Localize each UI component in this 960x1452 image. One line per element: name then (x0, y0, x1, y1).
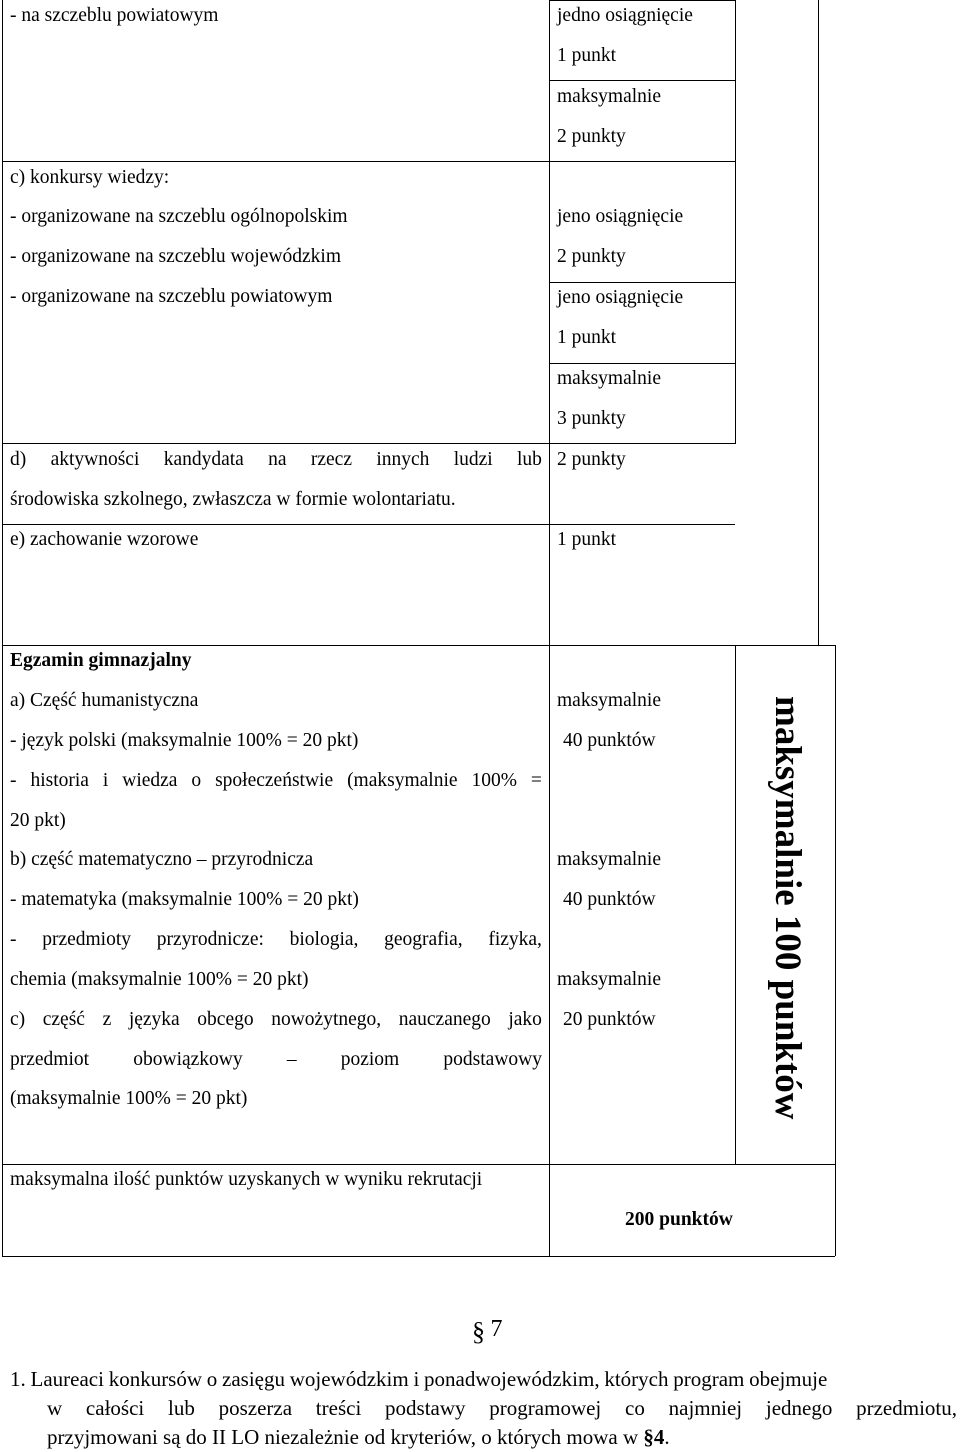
justified-line (10, 1049, 542, 1071)
table1-line (2, 161, 735, 162)
word: - (10, 770, 17, 791)
vertical-total-label: maksymalnie 100 punktów (767, 696, 808, 1120)
table1-mid-border (549, 0, 550, 645)
justified-line (10, 929, 542, 951)
word: przedmioty (42, 929, 132, 950)
word: biologia, (289, 929, 359, 950)
row-right-text: 1 punkt (557, 327, 617, 348)
table1-line (549, 363, 735, 364)
justified-line (10, 1009, 542, 1031)
word: języka (128, 1009, 180, 1030)
part-c-item: (maksymalnie 100% = 20 pkt) (10, 1088, 248, 1109)
justified-line (10, 770, 542, 792)
points-c: maksymalnie (557, 969, 661, 990)
word: historia (30, 770, 89, 791)
part-a-item: 20 pkt) (10, 810, 66, 831)
paragraph-line: 1. Laureaci konkursów o zasięgu wojewódzkim i ponadwojewódzkim, których program obejmuje (10, 1367, 828, 1391)
table1-line (549, 282, 735, 283)
table2-mid-border (2, 1164, 835, 1165)
word: innych (376, 449, 430, 470)
word: = (530, 770, 542, 791)
part-b-title: b) część matematyczno – przyrodnicza (10, 849, 314, 870)
points-b: 40 punktów (563, 889, 656, 910)
word: c) (10, 1009, 26, 1030)
paragraph-line: w całości lub poszerza treści podstawy programowej co najmniej jednego przedmiotu, (47, 1396, 957, 1420)
paragraph-end: . (664, 1425, 670, 1449)
word: fizyka, (488, 929, 542, 950)
word: z (102, 1009, 112, 1030)
part-b-item: - matematyka (maksymalnie 100% = 20 pkt) (10, 889, 359, 910)
row-left-text: - na szczeblu powiatowym (10, 5, 219, 26)
word: przyrodnicze: (156, 929, 264, 950)
word: podstawowy (443, 1049, 542, 1070)
row-right-text: 2 punkty (557, 246, 626, 267)
word: na (268, 449, 287, 470)
section-symbol: § (472, 1317, 485, 1346)
total-label: maksymalna ilość punktów uzyskanych w wyniku rekrutacji (10, 1169, 483, 1190)
word: i (102, 770, 109, 791)
points-b: maksymalnie (557, 849, 661, 870)
word: część (42, 1009, 85, 1030)
ref-section-symbol: § (643, 1425, 654, 1449)
word: nauczanego (398, 1009, 491, 1030)
table1-line (2, 524, 735, 525)
table1-line (549, 80, 735, 81)
part-a-title: a) Część humanistyczna (10, 690, 199, 711)
row-right-text: jeno osiągnięcie (557, 287, 684, 308)
word: jako (508, 1009, 542, 1030)
row-left-text: - organizowane na szczeblu powiatowym (10, 286, 333, 307)
word: – (286, 1049, 297, 1070)
word: - (10, 929, 17, 950)
word: 100% (471, 770, 517, 791)
row-left-text: - organizowane na szczeblu wojewódzkim (10, 246, 342, 267)
row-left-text: e) zachowanie wzorowe (10, 529, 199, 550)
word: o (191, 770, 202, 791)
table2-mid-border-v (549, 645, 550, 1256)
row-right-text: jeno osiągnięcie (557, 206, 684, 227)
word: d) (10, 449, 27, 470)
exam-heading: Egzamin gimnazjalny (10, 650, 192, 671)
row-right-text: 2 punkty (557, 449, 626, 470)
table1-line (549, 0, 735, 1)
word: obowiązkowy (133, 1049, 243, 1070)
word: (maksymalnie (347, 770, 458, 791)
points-a: maksymalnie (557, 690, 661, 711)
table2-left-border (2, 645, 3, 1256)
word: poziom (340, 1049, 400, 1070)
ref-section-number: 4 (653, 1425, 665, 1449)
word: nowożytnego, (271, 1009, 382, 1030)
word: społeczeństwie (215, 770, 334, 791)
table2-right-inner-border (735, 645, 736, 1164)
part-b-item: chemia (maksymalnie 100% = 20 pkt) (10, 969, 309, 990)
total-value: 200 punktów (625, 1209, 733, 1230)
word: przedmiot (10, 1049, 90, 1070)
table1-outer-border (818, 0, 819, 645)
table1-left-border (2, 0, 3, 645)
row-right-text: 1 punkt (557, 45, 617, 66)
paragraph-text: przyjmowani są do II LO niezależnie od kryteriów, o których mowa w (47, 1425, 644, 1449)
word: ludzi (453, 449, 493, 470)
row-right-text: 1 punkt (557, 529, 617, 550)
row-right-text: maksymalnie (557, 368, 661, 389)
row-left-text: środowiska szkolnego, zwłaszcza w formie wolontariatu. (10, 489, 456, 510)
word: kandydata (163, 449, 244, 470)
points-c: 20 punktów (563, 1009, 656, 1030)
word: geografia, (384, 929, 463, 950)
word: obcego (197, 1009, 254, 1030)
word: aktywności (50, 449, 140, 470)
justified-line (10, 449, 542, 471)
table2-bottom-border (2, 1256, 835, 1257)
table2-top-border (2, 645, 835, 646)
table1-line (2, 443, 735, 444)
paragraph-line (47, 1423, 957, 1452)
section-number: 7 (490, 1316, 503, 1342)
table1-right-border (735, 0, 736, 444)
row-left-text: - organizowane na szczeblu ogólnopolskim (10, 206, 348, 227)
row-right-text: maksymalnie (557, 86, 661, 107)
word: rzecz (310, 449, 352, 470)
word: lub (517, 449, 542, 470)
part-a-item: - język polski (maksymalnie 100% = 20 pkt) (10, 730, 359, 751)
word: wiedza (122, 770, 178, 791)
row-right-text: 3 punkty (557, 408, 626, 429)
row-left-text: c) konkursy wiedzy: (10, 167, 170, 188)
row-right-text: 2 punkty (557, 126, 626, 147)
points-a: 40 punktów (563, 730, 656, 751)
table2-right-border (835, 645, 836, 1256)
section-heading (472, 1318, 503, 1347)
row-right-text: jedno osiągnięcie (557, 5, 693, 26)
